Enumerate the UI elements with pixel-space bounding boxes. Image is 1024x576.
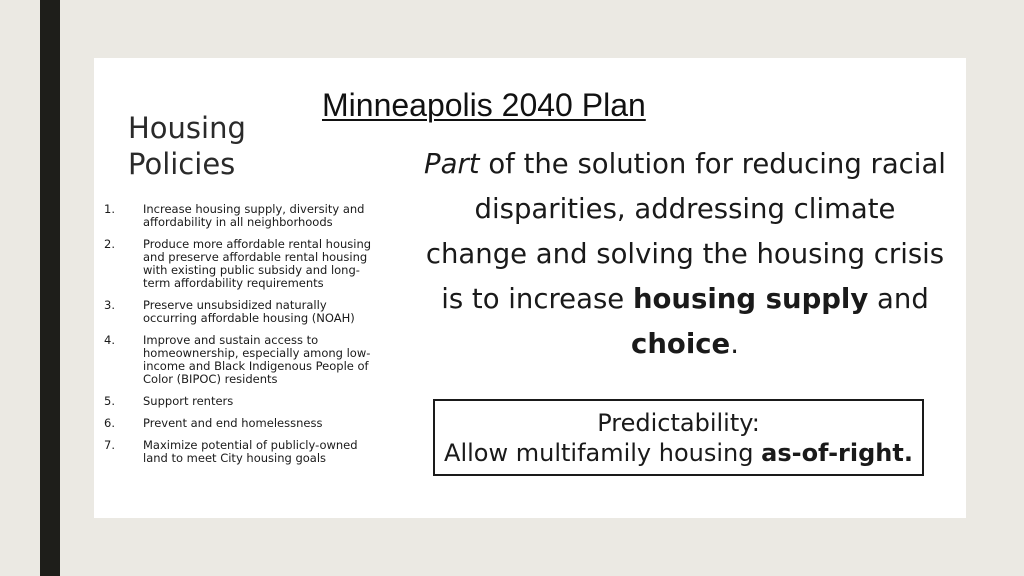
left-accent-bar <box>40 0 60 576</box>
predictability-detail <box>435 438 922 468</box>
policy-text: Increase housing supply, diversity and affordability in all neighborhoods <box>143 202 365 229</box>
policy-text: Produce more affordable rental housing and preserve affordable rental housing with existing public subsidy and long-term affordability requirements <box>143 237 372 290</box>
policy-item-6 <box>104 417 394 430</box>
predictability-prefix: Allow multifamily housing <box>444 439 762 467</box>
policy-item-4 <box>104 334 394 386</box>
policy-text: Support renters <box>143 394 234 408</box>
policy-text: Preserve unsubsidized naturally occurring affordable housing (NOAH) <box>143 298 355 325</box>
statement-end: . <box>730 328 739 360</box>
statement-middle: of the solution for reducing racial disparities, addressing climate change and solving the housing crisis is to increase <box>425 148 946 315</box>
slide-title: Minneapolis 2040 Plan <box>322 87 646 123</box>
policy-text: Maximize potential of publicly-owned land to meet City housing goals <box>143 438 358 465</box>
policy-item-5 <box>104 395 394 408</box>
policy-item-2 <box>104 238 394 290</box>
solution-statement <box>420 142 950 367</box>
policy-item-1 <box>104 203 394 229</box>
predictability-emphasis: as-of-right. <box>761 439 913 467</box>
policy-number: 1. <box>104 202 115 216</box>
predictability-label: Predictability: <box>597 409 760 437</box>
policy-number: 3. <box>104 298 115 312</box>
policy-number: 6. <box>104 416 115 430</box>
policy-number: 7. <box>104 438 115 452</box>
housing-policies-heading <box>128 110 246 182</box>
policy-list <box>104 203 394 474</box>
statement-part: Part <box>424 148 480 180</box>
heading-line-2: Policies <box>128 147 236 181</box>
policy-number: 2. <box>104 237 115 251</box>
policy-text: Prevent and end homelessness <box>143 416 323 430</box>
statement-supply: housing supply <box>632 283 869 315</box>
statement-choice: choice <box>631 328 731 360</box>
policy-item-7 <box>104 439 394 465</box>
policy-item-3 <box>104 299 394 325</box>
statement-and: and <box>868 283 929 315</box>
policy-number: 4. <box>104 333 115 347</box>
predictability-box <box>433 399 924 476</box>
heading-line-1: Housing <box>128 111 246 145</box>
policy-number: 5. <box>104 394 115 408</box>
policy-text: Improve and sustain access to homeownership, especially among low-income and Black Indigenous People of Color (BIPOC) residents <box>143 333 371 386</box>
